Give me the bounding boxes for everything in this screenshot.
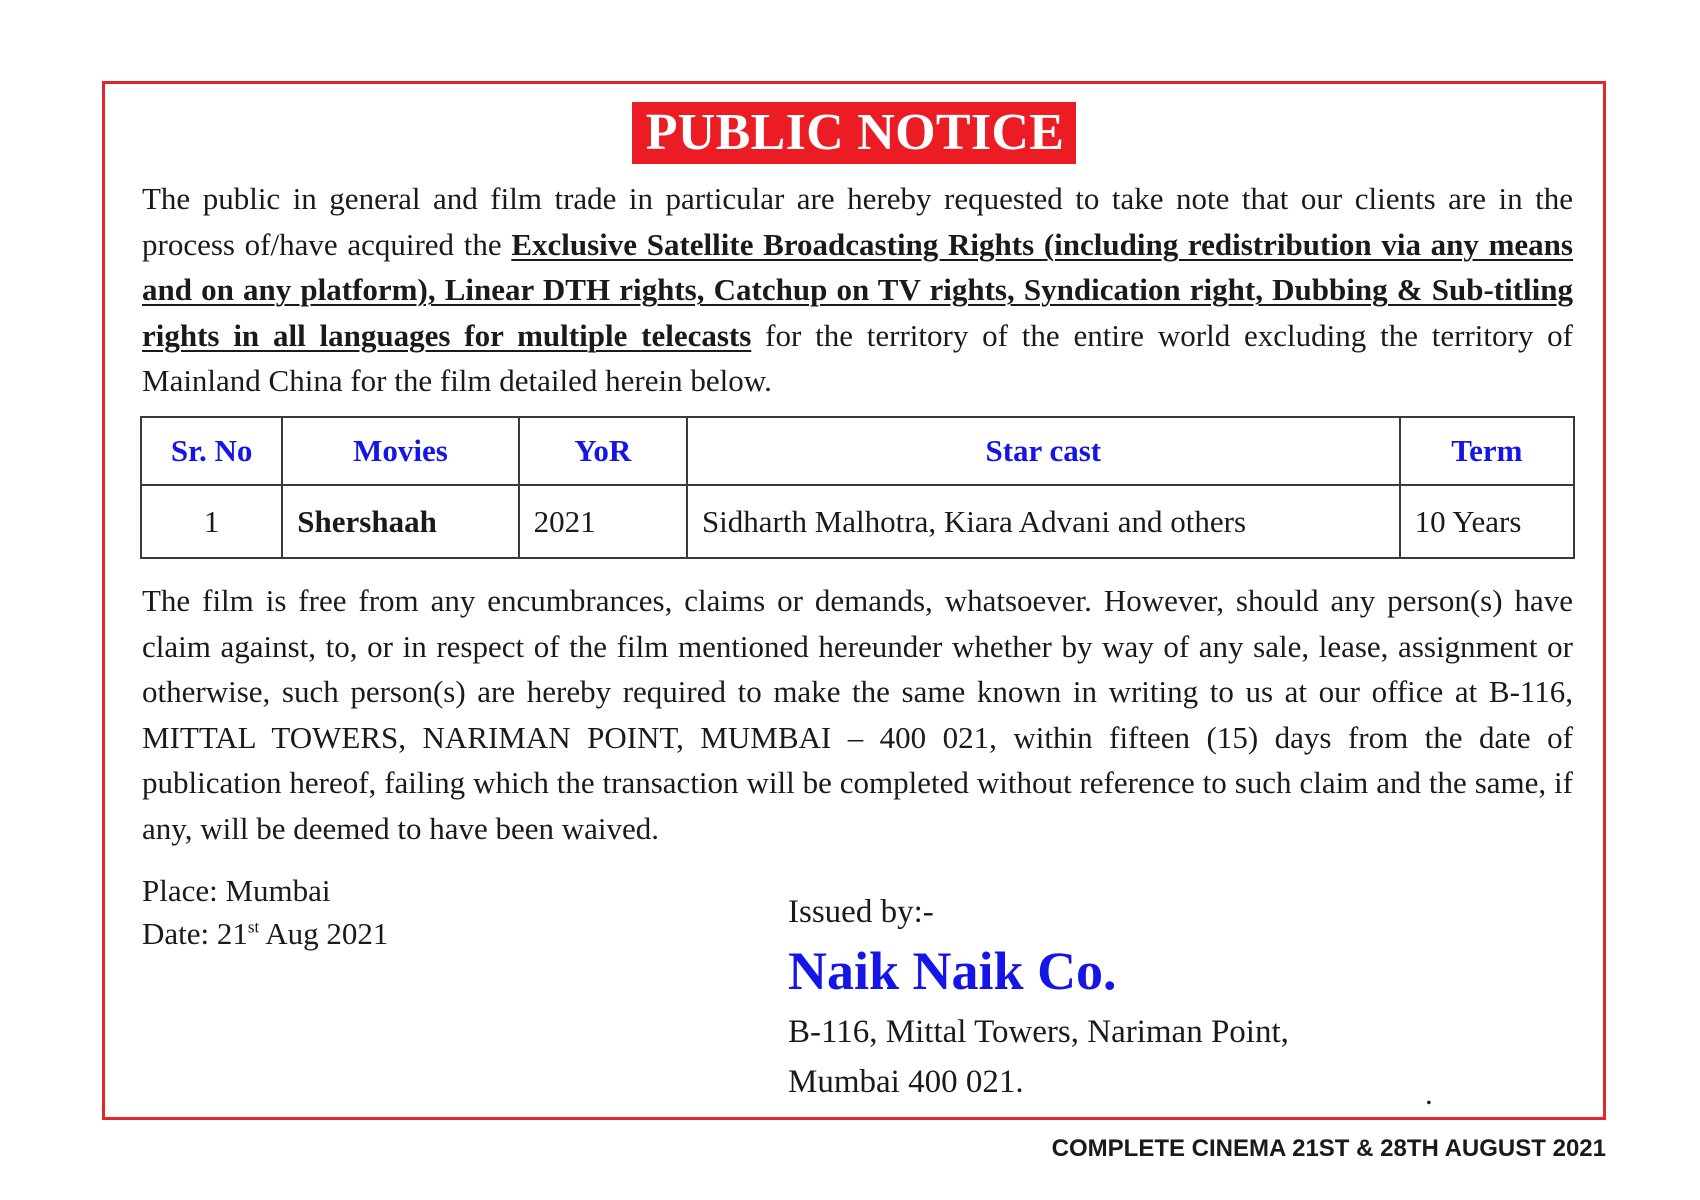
intro-paragraph (142, 176, 1573, 404)
company-name: Naik Naik Co. (788, 941, 1117, 1001)
place-line: Place: Mumbai (142, 873, 331, 908)
address-line-2: Mumbai 400 021. (788, 1064, 1024, 1100)
intro-text-after: for the territory of the entire world excluding the territory of Mainland China for the film detailed herein below. (142, 317, 1573, 398)
table-header-row (141, 417, 1574, 485)
issued-by-label: Issued by:- (788, 894, 934, 930)
intro-text-before: The public in general and film trade in particular are hereby requested to take note that our clients are in the process of/have acquired the (142, 181, 1573, 262)
stray-period: . (1425, 1076, 1433, 1111)
date-prefix: Date: 21 (142, 916, 248, 951)
header-movies: Movies (282, 417, 518, 485)
film-table (140, 416, 1575, 559)
cell-yor: 2021 (519, 485, 687, 558)
date-ordinal: st (247, 917, 260, 937)
header-term: Term (1400, 417, 1574, 485)
header-yor: YoR (519, 417, 687, 485)
table-row (141, 485, 1574, 558)
header-sr-no: Sr. No (141, 417, 282, 485)
place-date-block (142, 869, 388, 955)
cell-sr-no: 1 (141, 485, 282, 558)
address-line-1: B-116, Mittal Towers, Nariman Point, (788, 1014, 1289, 1050)
publication-footer: COMPLETE CINEMA 21ST & 28TH AUGUST 2021 (1051, 1135, 1606, 1162)
rights-text: Exclusive Satellite Broadcasting Rights (including redistribution via any means and on any platform), Linear DTH rights, Catchup on TV rights, Syndication right, Dubbing & Sub-titling rights in all languages for multiple telecasts (142, 226, 1573, 353)
cell-movie: Shershaah (282, 485, 518, 558)
notice-title: PUBLIC NOTICE (632, 102, 1077, 164)
title-wrap (105, 102, 1603, 164)
cell-term: 10 Years (1400, 485, 1574, 558)
date-line (142, 912, 388, 955)
cell-star-cast: Sidharth Malhotra, Kiara Advani and others (687, 485, 1400, 558)
issuer-block (788, 890, 1289, 1106)
body-paragraph: The film is free from any encumbrances, claims or demands, whatsoever. However, should any person(s) have claim against, to, or in respect of the film mentioned hereunder whether by way of any sale, lease, assignment or otherwise, such person(s) are hereby required to make the same known in writing to us at our office at B-116, MITTAL TOWERS, NARIMAN POINT, MUMBAI – 400 021, within fifteen (15) days from the date of publication hereof, failing which the transaction will be completed without reference to such claim and the same, if any, will be deemed to have been waived. (142, 583, 1573, 846)
date-suffix: Aug 2021 (259, 916, 389, 951)
header-star-cast: Star cast (687, 417, 1400, 485)
public-notice-box (102, 81, 1606, 1120)
